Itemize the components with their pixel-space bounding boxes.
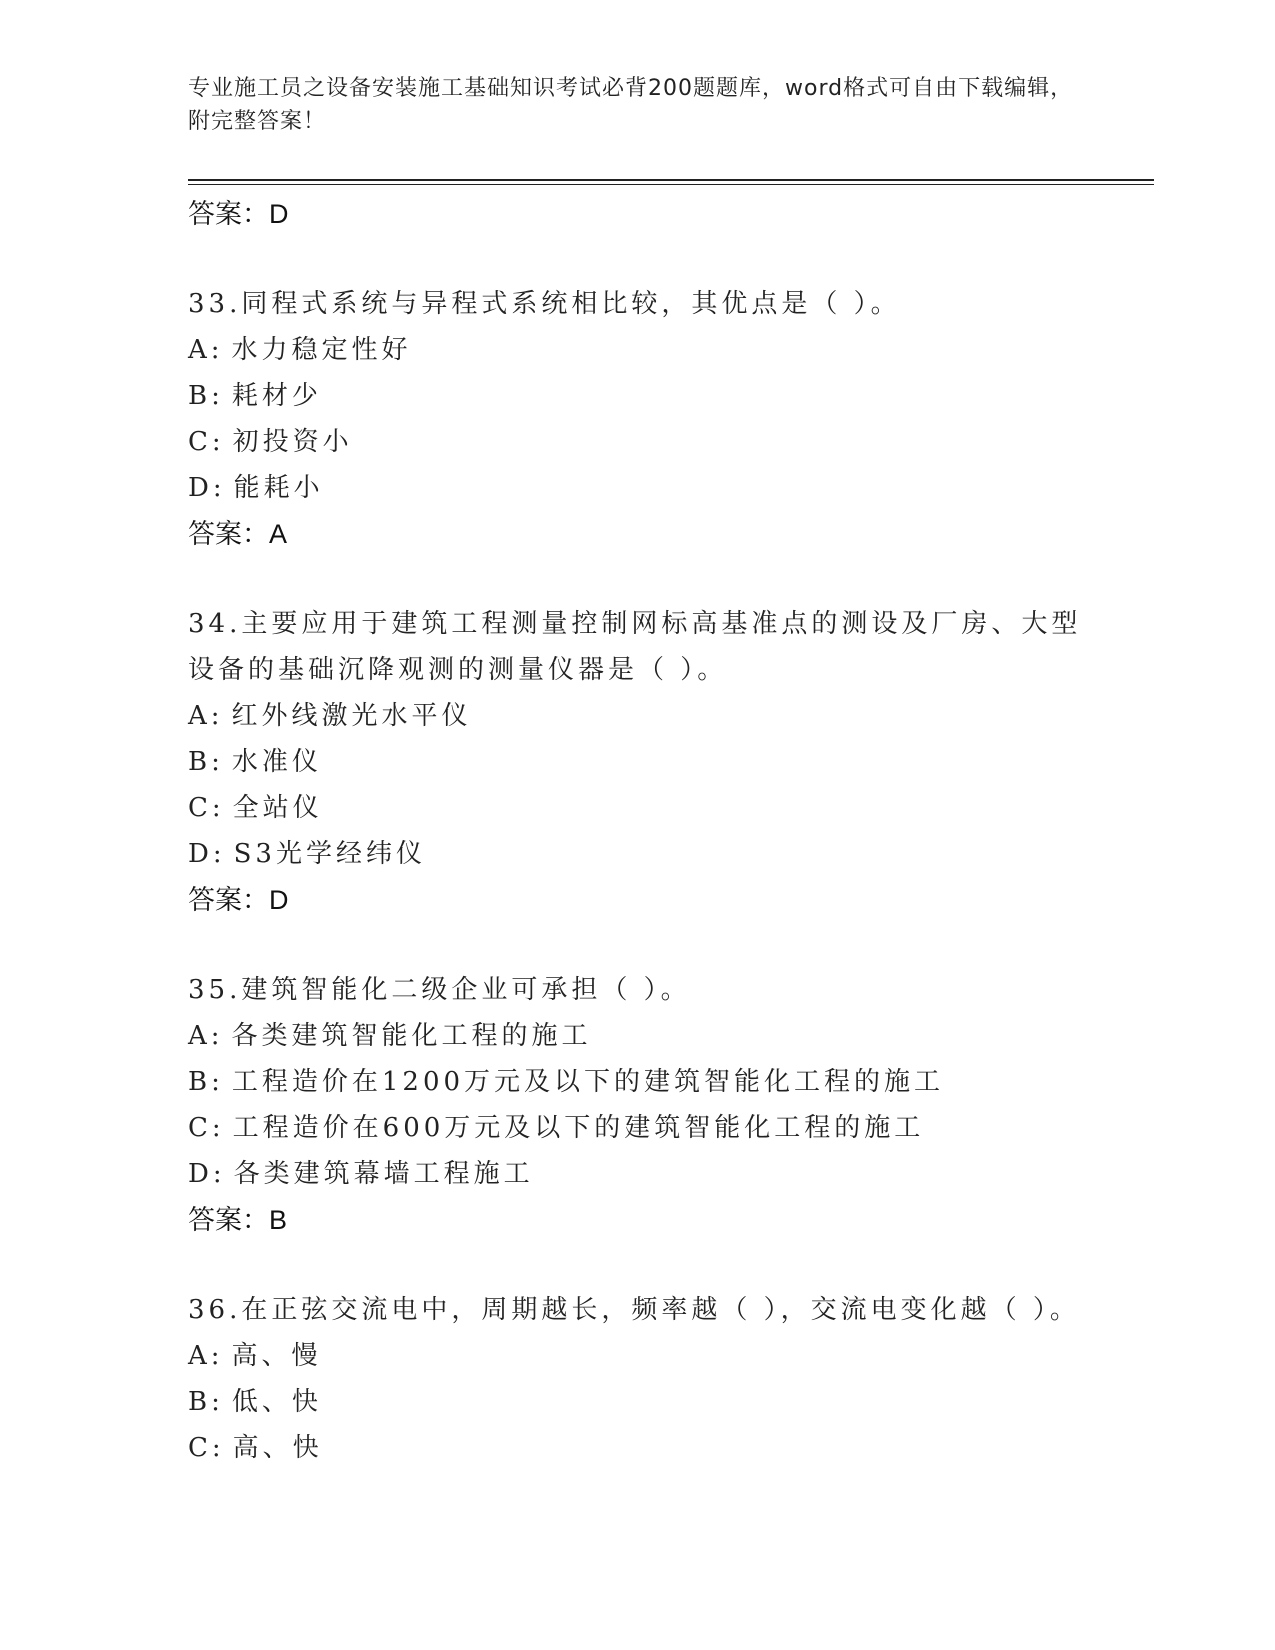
option-text: 低、快 xyxy=(231,1387,322,1417)
option-text: 水准仪 xyxy=(231,747,322,777)
option-letter: A: xyxy=(188,335,224,365)
option-text: 工程造价在600万元及以下的建筑智能化工程的施工 xyxy=(232,1113,925,1143)
answer-value: D xyxy=(269,885,289,915)
option-b xyxy=(188,373,1088,419)
option-letter: D: xyxy=(188,1159,226,1189)
option-text: 全站仪 xyxy=(232,793,323,823)
question-list xyxy=(188,191,1088,1471)
question-text: 36.在正弦交流电中，周期越长，频率越（ ），交流电变化越（ ）。 xyxy=(188,1295,1080,1325)
option-c xyxy=(188,1105,1088,1151)
option-c xyxy=(188,785,1088,831)
option-letter: B: xyxy=(188,1067,224,1097)
option-b xyxy=(188,739,1088,785)
answer-label: 答案： xyxy=(188,1205,269,1235)
answer-line xyxy=(188,1197,1088,1243)
option-text: 初投资小 xyxy=(232,427,353,457)
option-text: 各类建筑智能化工程的施工 xyxy=(231,1021,592,1051)
option-a xyxy=(188,327,1088,373)
option-letter: B: xyxy=(188,381,224,411)
option-text: 各类建筑幕墙工程施工 xyxy=(233,1159,534,1189)
question-block xyxy=(188,967,1088,1243)
option-letter: C: xyxy=(188,1113,225,1143)
option-letter: D: xyxy=(188,839,226,869)
header-rule-thick xyxy=(188,179,1154,181)
option-d xyxy=(188,831,1088,877)
option-letter: C: xyxy=(188,793,225,823)
option-text: 红外线激光水平仪 xyxy=(231,701,472,731)
option-c xyxy=(188,419,1088,465)
option-b xyxy=(188,1059,1088,1105)
question-block xyxy=(188,281,1088,557)
answer-value: D xyxy=(269,199,289,229)
option-letter: D: xyxy=(188,473,226,503)
answer-label: 答案： xyxy=(188,519,269,549)
answer-line xyxy=(188,191,1088,237)
option-letter: C: xyxy=(188,1433,225,1463)
answer-value: B xyxy=(269,1205,288,1235)
question-text: 34.主要应用于建筑工程测量控制网标高基准点的测设及厂房、大型设备的基础沉降观测的测量仪器是（ ）。 xyxy=(188,609,1082,685)
answer-value: A xyxy=(269,519,288,549)
question-text: 35.建筑智能化二级企业可承担（ ）。 xyxy=(188,975,691,1005)
option-c xyxy=(188,1425,1088,1471)
option-letter: B: xyxy=(188,1387,224,1417)
option-a xyxy=(188,1333,1088,1379)
option-text: 高、快 xyxy=(232,1433,323,1463)
option-text: 水力稳定性好 xyxy=(231,335,412,365)
header-rule-thin xyxy=(188,184,1154,185)
option-letter: A: xyxy=(188,701,224,731)
question-block xyxy=(188,1287,1088,1471)
answer-line xyxy=(188,877,1088,923)
option-text: S3光学经纬仪 xyxy=(233,839,426,869)
answer-label: 答案： xyxy=(188,885,269,915)
question-text: 33.同程式系统与异程式系统相比较，其优点是（ ）。 xyxy=(188,289,901,319)
question-block xyxy=(188,601,1088,923)
option-a xyxy=(188,1013,1088,1059)
option-b xyxy=(188,1379,1088,1425)
option-text: 能耗小 xyxy=(233,473,324,503)
option-text: 工程造价在1200万元及以下的建筑智能化工程的施工 xyxy=(231,1067,945,1097)
option-letter: C: xyxy=(188,427,225,457)
option-letter: A: xyxy=(188,1021,224,1051)
option-letter: B: xyxy=(188,747,224,777)
answer-label: 答案： xyxy=(188,199,269,229)
option-d xyxy=(188,1151,1088,1197)
answer-line xyxy=(188,511,1088,557)
option-text: 高、慢 xyxy=(231,1341,322,1371)
option-a xyxy=(188,693,1088,739)
option-d xyxy=(188,465,1088,511)
option-letter: A: xyxy=(188,1341,224,1371)
option-text: 耗材少 xyxy=(231,381,322,411)
document-header: 专业施工员之设备安装施工基础知识考试必背200题题库，word格式可自由下载编辑，附完整答案！ xyxy=(188,76,1074,134)
